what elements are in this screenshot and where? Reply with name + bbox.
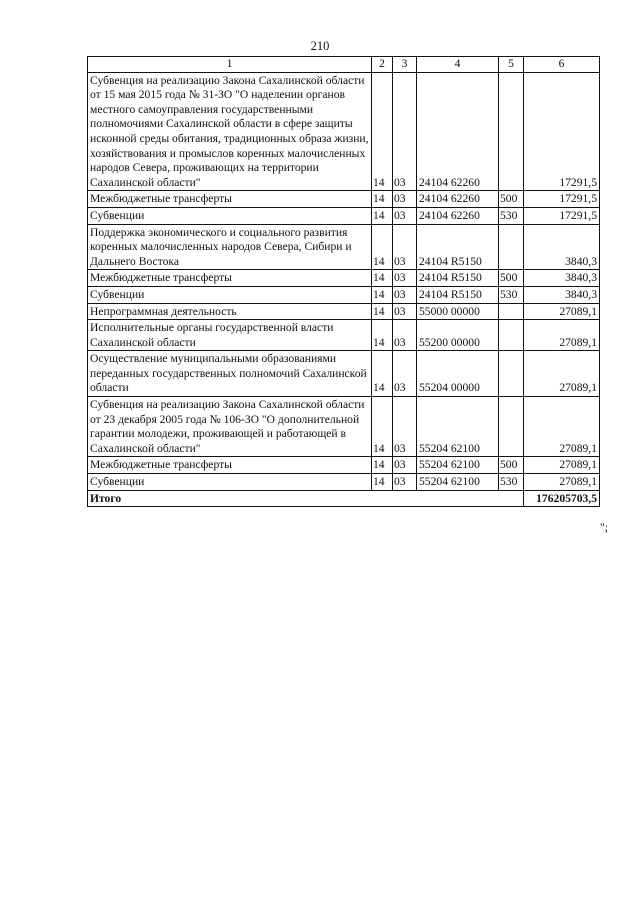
target-article-cell: 55204 62100 (417, 457, 499, 474)
amount-cell: 27089,1 (524, 457, 600, 474)
amount-cell: 17291,5 (524, 72, 600, 191)
row-name-cell: Субвенции (88, 286, 372, 303)
row-name-cell: Субвенции (88, 207, 372, 224)
subsection-code-cell: 03 (393, 397, 417, 457)
row-name-cell: Межбюджетные трансферты (88, 457, 372, 474)
row-name-cell: Поддержка экономического и социального развития коренных малочисленных народов Севера, Сибири и Дальнего Востока (88, 224, 372, 270)
budget-table (87, 56, 600, 507)
subsection-code-cell: 03 (393, 224, 417, 270)
target-article-cell: 24104 R5150 (417, 270, 499, 287)
amount-cell: 3840,3 (524, 286, 600, 303)
table-row (88, 72, 600, 191)
page-number: 210 (310, 39, 330, 53)
amount-cell: 3840,3 (524, 224, 600, 270)
column-header: 5 (499, 57, 524, 73)
total-amount: 176205703,5 (524, 490, 600, 507)
expense-type-cell: 530 (499, 474, 524, 491)
section-code-cell: 14 (372, 270, 393, 287)
expense-type-cell: 530 (499, 207, 524, 224)
section-code-cell: 14 (372, 191, 393, 208)
expense-type-cell: 500 (499, 457, 524, 474)
row-name-cell: Межбюджетные трансферты (88, 191, 372, 208)
row-name-cell: Исполнительные органы государственной власти Сахалинской области (88, 320, 372, 351)
subsection-code-cell: 03 (393, 351, 417, 397)
section-code-cell: 14 (372, 207, 393, 224)
row-name-cell: Субвенции (88, 474, 372, 491)
table-row (88, 191, 600, 208)
target-article-cell: 24104 62260 (417, 72, 499, 191)
subsection-code-cell: 03 (393, 303, 417, 320)
table-row (88, 397, 600, 457)
target-article-cell: 55200 00000 (417, 320, 499, 351)
expense-type-cell: 500 (499, 270, 524, 287)
subsection-code-cell: 03 (393, 72, 417, 191)
amount-cell: 17291,5 (524, 191, 600, 208)
table-row (88, 320, 600, 351)
table-row (88, 474, 600, 491)
row-name-cell: Субвенция на реализацию Закона Сахалинской области от 15 мая 2015 года № 31-ЗО "О наделении органов местного самоуправления государственными полномочиями Сахалинской области в сфере защиты исконной среды обитания, традиционных образа жизни, хозяйствования и промыслов коренных малочисленных народов Севера, проживающих на территории Сахалинской области" (88, 72, 372, 191)
table-row (88, 457, 600, 474)
amount-cell: 17291,5 (524, 207, 600, 224)
expense-type-cell (499, 320, 524, 351)
column-header: 3 (393, 57, 417, 73)
subsection-code-cell: 03 (393, 457, 417, 474)
section-code-cell: 14 (372, 72, 393, 191)
subsection-code-cell: 03 (393, 320, 417, 351)
column-header: 6 (524, 57, 600, 73)
section-code-cell: 14 (372, 320, 393, 351)
target-article-cell: 24104 62260 (417, 191, 499, 208)
expense-type-cell (499, 351, 524, 397)
target-article-cell: 55204 62100 (417, 474, 499, 491)
amount-cell: 27089,1 (524, 303, 600, 320)
target-article-cell: 24104 62260 (417, 207, 499, 224)
expense-type-cell (499, 303, 524, 320)
section-code-cell: 14 (372, 224, 393, 270)
expense-type-cell (499, 224, 524, 270)
table-row (88, 286, 600, 303)
total-label: Итого (88, 490, 524, 507)
row-name-cell: Межбюджетные трансферты (88, 270, 372, 287)
table-row (88, 303, 600, 320)
column-header: 1 (88, 57, 372, 73)
amount-cell: 27089,1 (524, 320, 600, 351)
table-header-row (88, 57, 600, 73)
subsection-code-cell: 03 (393, 286, 417, 303)
target-article-cell: 55000 00000 (417, 303, 499, 320)
closing-quote-mark: "; (600, 521, 608, 534)
table-row (88, 224, 600, 270)
amount-cell: 27089,1 (524, 397, 600, 457)
table-row (88, 270, 600, 287)
table-row (88, 207, 600, 224)
column-header: 4 (417, 57, 499, 73)
subsection-code-cell: 03 (393, 207, 417, 224)
expense-type-cell (499, 72, 524, 191)
table-row (88, 351, 600, 397)
row-name-cell: Субвенция на реализацию Закона Сахалинской области от 23 декабря 2005 года № 106-ЗО "О дополнительной гарантии молодежи, проживающей и работающей в Сахалинской области" (88, 397, 372, 457)
target-article-cell: 24104 R5150 (417, 224, 499, 270)
expense-type-cell (499, 397, 524, 457)
section-code-cell: 14 (372, 474, 393, 491)
section-code-cell: 14 (372, 351, 393, 397)
target-article-cell: 24104 R5150 (417, 286, 499, 303)
row-name-cell: Осуществление муниципальными образованиями переданных государственных полномочий Сахалинской области (88, 351, 372, 397)
section-code-cell: 14 (372, 303, 393, 320)
expense-type-cell: 530 (499, 286, 524, 303)
target-article-cell: 55204 62100 (417, 397, 499, 457)
amount-cell: 27089,1 (524, 474, 600, 491)
subsection-code-cell: 03 (393, 270, 417, 287)
section-code-cell: 14 (372, 286, 393, 303)
subsection-code-cell: 03 (393, 191, 417, 208)
section-code-cell: 14 (372, 397, 393, 457)
expense-type-cell: 500 (499, 191, 524, 208)
section-code-cell: 14 (372, 457, 393, 474)
column-header: 2 (372, 57, 393, 73)
total-row (88, 490, 600, 507)
subsection-code-cell: 03 (393, 474, 417, 491)
row-name-cell: Непрограммная деятельность (88, 303, 372, 320)
amount-cell: 27089,1 (524, 351, 600, 397)
amount-cell: 3840,3 (524, 270, 600, 287)
target-article-cell: 55204 00000 (417, 351, 499, 397)
